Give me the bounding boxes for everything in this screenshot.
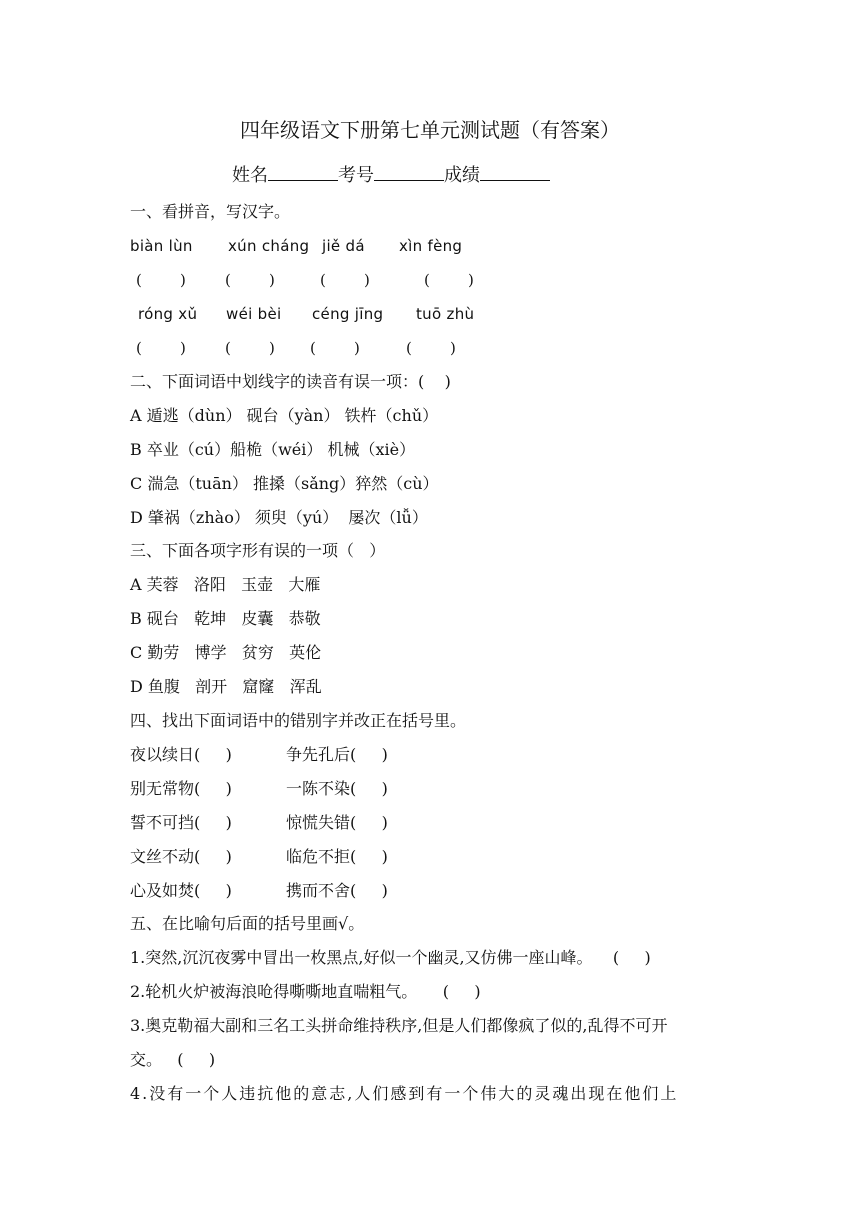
option-c: C 湍急（tuān） 推搡（sǎng）猝然（cù） [130, 474, 439, 493]
idiom-item: 惊慌失错( ) [286, 813, 388, 832]
idiom-item: 心及如焚( ) [130, 881, 232, 900]
student-info-line [232, 162, 550, 187]
idiom-item: 誓不可挡( ) [130, 813, 232, 832]
option-b: B 砚台 乾坤 皮囊 恭敬 [130, 609, 321, 628]
pinyin-item: xún cháng [228, 237, 310, 255]
option-d: D 肇祸（zhào） 须臾（yú） 屡次（lǚ） [130, 508, 428, 527]
sentence-1: 1.突然,沉沉夜雾中冒出一枚黑点,好似一个幽灵,又仿佛一座山峰。 ( ) [130, 948, 651, 967]
answer-parentheses[interactable]: ( ) [424, 271, 474, 289]
sentence-3-continued: 交。 ( ) [130, 1050, 216, 1069]
name-blank[interactable] [268, 162, 338, 181]
option-b: B 卒业（cú）船桅（wéi） 机械（xiè） [130, 440, 416, 459]
answer-parentheses[interactable]: ( ) [406, 339, 456, 357]
sentence-4: 4.没有一个人违抗他的意志,人们感到有一个伟大的灵魂出现在他们上 [130, 1084, 679, 1103]
pinyin-item: jiě dá [322, 237, 365, 255]
answer-parentheses[interactable]: ( ) [310, 339, 360, 357]
answer-parentheses[interactable]: ( ) [225, 339, 275, 357]
page-title: 四年级语文下册第七单元测试题（有答案） [240, 118, 620, 142]
idiom-item: 文丝不动( ) [130, 847, 232, 866]
answer-parentheses[interactable]: ( ) [136, 271, 186, 289]
idiom-item: 夜以续日( ) [130, 745, 232, 764]
pinyin-item: biàn lùn [130, 237, 193, 255]
sentence-2: 2.轮机火炉被海浪呛得嘶嘶地直喘粗气。 ( ) [130, 982, 481, 1001]
option-a: A 芙蓉 洛阳 玉壶 大雁 [130, 575, 321, 594]
name-label: 姓名 [232, 165, 268, 186]
idiom-item: 携而不舍( ) [286, 881, 388, 900]
pinyin-item: wéi bèi [226, 305, 282, 323]
score-blank[interactable] [480, 162, 550, 181]
idiom-item: 别无常物( ) [130, 779, 232, 798]
answer-parentheses[interactable]: ( ) [136, 339, 186, 357]
answer-parentheses[interactable]: ( ) [225, 271, 275, 289]
section5-heading: 五、在比喻句后面的括号里画√。 [130, 914, 365, 933]
idiom-item: 争先孔后( ) [286, 745, 388, 764]
option-c: C 勤劳 博学 贫穷 英伦 [130, 643, 322, 662]
pinyin-item: xìn fèng [399, 237, 463, 255]
score-label: 成绩 [444, 165, 480, 186]
section4-heading: 四、找出下面词语中的错别字并改正在括号里。 [130, 711, 467, 730]
pinyin-item: céng jīng [312, 305, 384, 323]
idiom-item: 临危不拒( ) [286, 847, 388, 866]
option-d: D 鱼腹 剖开 窟窿 浑乱 [130, 677, 322, 696]
number-blank[interactable] [374, 162, 444, 181]
number-label: 考号 [338, 165, 374, 186]
option-a: A 遁逃（dùn） 砚台（yàn） 铁杵（chǔ） [130, 406, 439, 425]
section3-heading: 三、下面各项字形有误的一项（ ） [130, 541, 386, 560]
section2-heading: 二、下面词语中划线字的读音有误一项：( ) [130, 372, 451, 391]
section1-heading: 一、看拼音，写汉字。 [130, 202, 291, 221]
answer-parentheses[interactable]: ( ) [320, 271, 370, 289]
sentence-3: 3.奥克勒福大副和三名工头拼命维持秩序,但是人们都像疯了似的,乱得不可开 [130, 1016, 668, 1035]
pinyin-item: róng xǔ [138, 305, 198, 323]
pinyin-item: tuō zhù [416, 305, 475, 323]
idiom-item: 一陈不染( ) [286, 779, 388, 798]
